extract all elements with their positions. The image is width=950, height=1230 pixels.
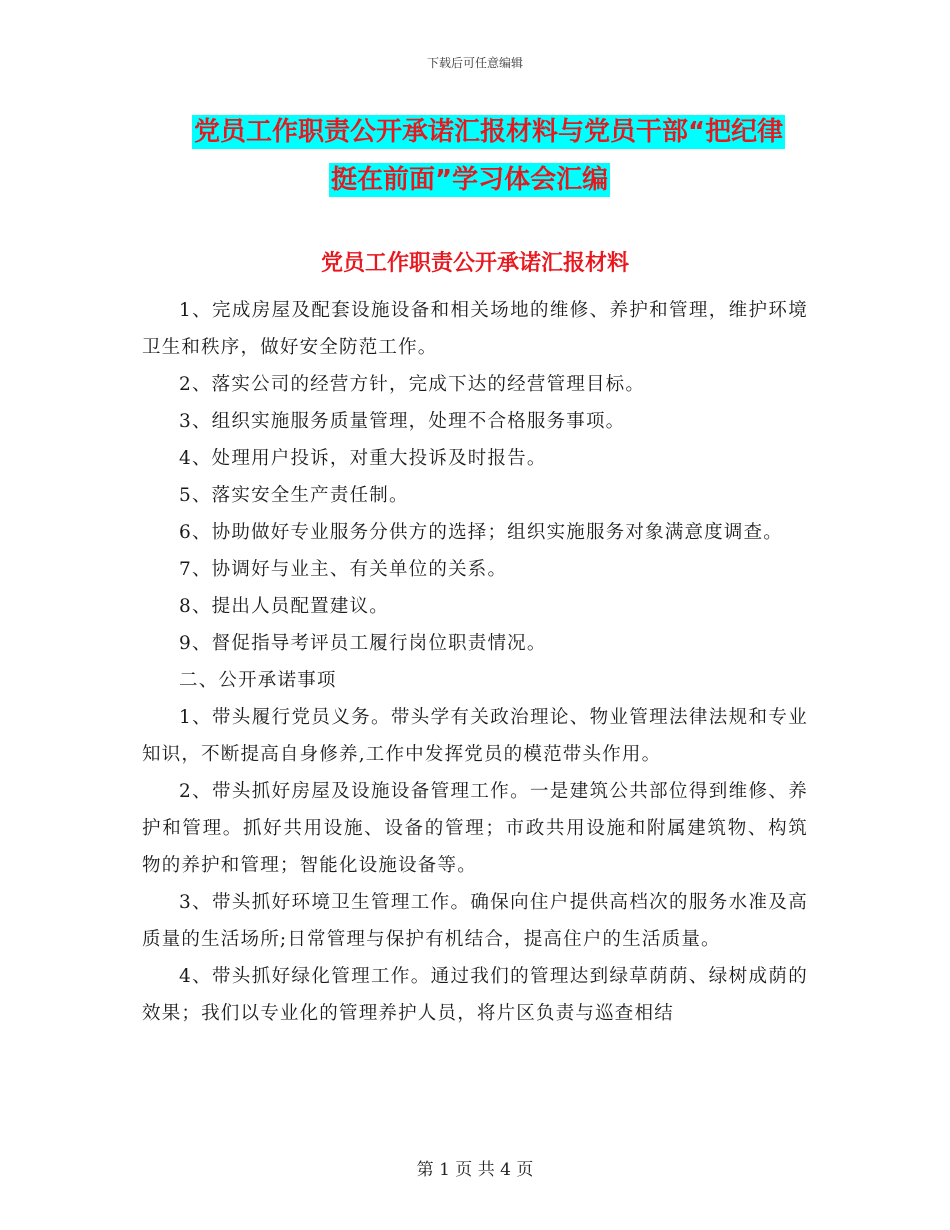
paragraph: 3、组织实施服务质量管理，处理不合格服务事项。 — [179, 411, 626, 432]
paragraph: 8、提出人员配置建议。 — [179, 596, 389, 617]
paragraph: 9、督促指导考评员工履行岗位职责情况。 — [179, 633, 547, 654]
title-line-2: 挺在前面”学习体会汇编 — [331, 165, 609, 195]
page-number-footer: 第 1 页 共 4 页 — [416, 1160, 534, 1180]
paragraph: 2、落实公司的经营方针，完成下达的经营管理目标。 — [179, 374, 646, 395]
header-note: 下载后可任意编辑 — [426, 56, 523, 70]
paragraph: 4、带头抓好绿化管理工作。通过我们的管理达到绿草荫荫、绿树成荫的效果；我们以专业化的管理养护人员，将片区负责与巡查相结 — [142, 966, 808, 1024]
paragraph: 1、带头履行党员义务。带头学有关政治理论、物业管理法律法规和专业知识，不断提高自身修养,工作中发挥党员的模范带头作用。 — [142, 707, 808, 765]
paragraph: 5、落实安全生产责任制。 — [179, 485, 409, 506]
subheading: 二、公开承诺事项 — [179, 670, 337, 691]
paragraph: 1、完成房屋及配套设施设备和相关场地的维修、养护和管理，维护环境卫生和秩序，做好安全防范工作。 — [142, 300, 808, 358]
document-body — [142, 292, 808, 1032]
paragraph: 4、处理用户投诉，对重大投诉及时报告。 — [179, 448, 547, 469]
paragraph: 7、协调好与业主、有关单位的关系。 — [179, 559, 508, 580]
paragraph: 2、带头抓好房屋及设施设备管理工作。一是建筑公共部位得到维修、养护和管理。抓好共用设施、设备的管理；市政共用设施和附属建筑物、构筑物的养护和管理；智能化设施设备等。 — [142, 781, 808, 876]
section-title: 党员工作职责公开承诺汇报材料 — [320, 251, 629, 276]
paragraph: 3、带头抓好环境卫生管理工作。确保向住户提供高档次的服务水准及高质量的生活场所;日常管理与保护有机结合，提高住户的生活质量。 — [142, 892, 808, 950]
title-line-1: 党员工作职责公开承诺汇报材料与党员干部“把纪律 — [194, 117, 784, 147]
paragraph: 6、协助做好专业服务分供方的选择；组织实施服务对象满意度调查。 — [179, 522, 783, 543]
